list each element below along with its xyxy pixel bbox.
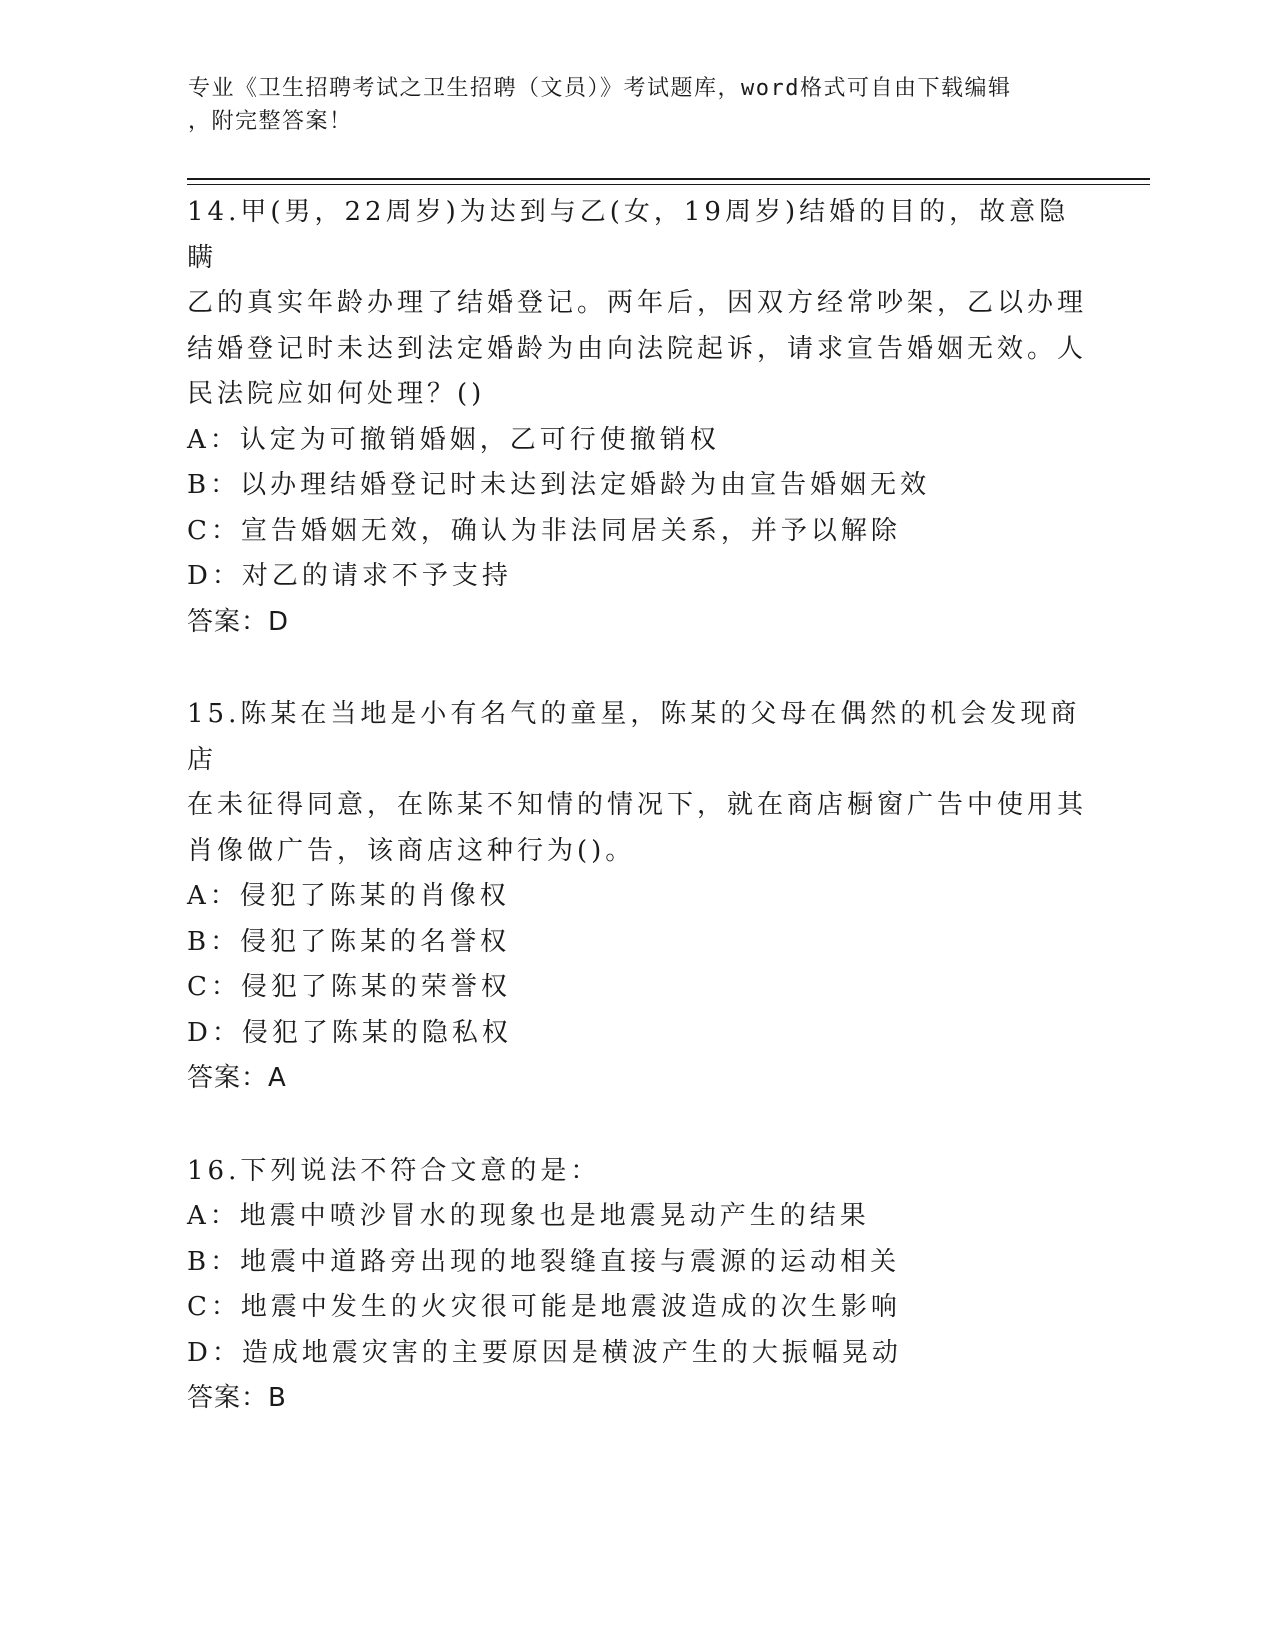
question-list <box>187 190 1087 1469</box>
option-a: A：地震中喷沙冒水的现象也是地震晃动产生的结果 <box>187 1201 870 1231</box>
option-a: A：认定为可撤销婚姻，乙可行使撤销权 <box>187 424 720 455</box>
header-line-1: 专业《卫生招聘考试之卫生招聘（文员）》考试题库，word格式可自由下载编辑 <box>188 76 1012 101</box>
header-line-2: ，附完整答案！ <box>188 109 353 134</box>
option-c: C：侵犯了陈某的荣誉权 <box>187 972 511 1002</box>
option-d: D：造成地震灾害的主要原因是横波产生的大振幅晃动 <box>187 1337 902 1368</box>
option-d: D：侵犯了陈某的隐私权 <box>187 1017 512 1048</box>
document-header <box>188 72 1068 138</box>
option-d: D：对乙的请求不予支持 <box>187 561 512 591</box>
option-a: A：侵犯了陈某的肖像权 <box>187 881 510 911</box>
answer-line: 答案：A <box>187 1063 287 1093</box>
option-b: B：以办理结婚登记时未达到法定婚龄为由宣告婚姻无效 <box>187 470 931 500</box>
option-c: C：宣告婚姻无效，确认为非法同居关系，并予以解除 <box>187 515 901 546</box>
question-14 <box>187 190 1087 645</box>
question-stem-line: 乙的真实年龄办理了结婚登记。两年后，因双方经常吵架，乙以办理 <box>187 288 1088 318</box>
question-15 <box>187 692 1087 1102</box>
question-stem-line: 结婚登记时未达到法定婚龄为由向法院起诉，请求宣告婚姻无效。人 <box>187 333 1088 364</box>
question-stem-line: 14.甲(男，22周岁)为达到与乙(女，19周岁)结婚的目的，故意隐瞒 <box>187 197 1070 273</box>
question-stem-line: 民法院应如何处理？() <box>187 379 486 409</box>
option-b: B：侵犯了陈某的名誉权 <box>187 926 511 957</box>
question-stem-line: 15.陈某在当地是小有名气的童星，陈某的父母在偶然的机会发现商店 <box>187 699 1081 775</box>
question-stem-line: 肖像做广告，该商店这种行为()。 <box>187 835 636 866</box>
answer-line: 答案：D <box>187 606 290 637</box>
option-c: C：地震中发生的火灾很可能是地震波造成的次生影响 <box>187 1292 901 1322</box>
header-divider <box>187 178 1150 185</box>
option-b: B：地震中道路旁出现的地裂缝直接与震源的运动相关 <box>187 1246 901 1277</box>
question-stem-line: 在未征得同意，在陈某不知情的情况下，就在商店橱窗广告中使用其 <box>187 790 1088 820</box>
answer-line: 答案：B <box>187 1383 287 1413</box>
question-stem-line: 16.下列说法不符合文意的是： <box>187 1155 601 1186</box>
question-16 <box>187 1149 1087 1422</box>
